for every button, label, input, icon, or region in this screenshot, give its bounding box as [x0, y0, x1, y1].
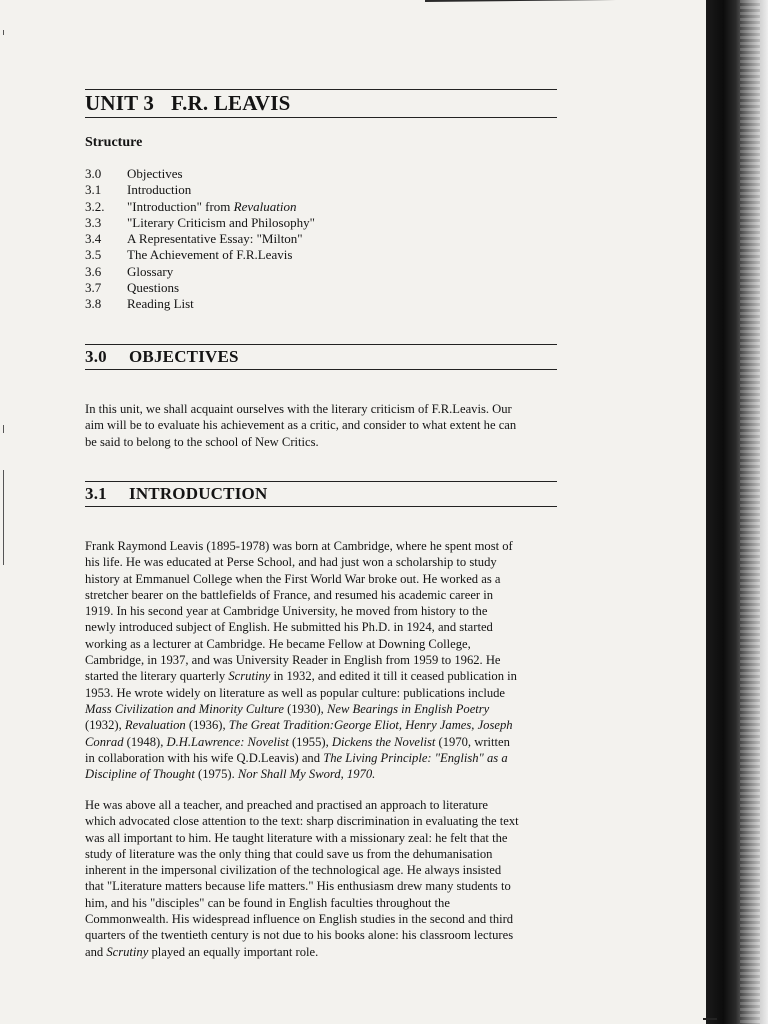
italic-title-text: New Bearings in English Poetry — [326, 701, 490, 716]
objectives-title: OBJECTIVES — [129, 347, 239, 366]
text-line — [85, 895, 557, 911]
structure-item — [85, 280, 315, 296]
structure-heading: Structure — [85, 135, 143, 150]
text-line — [85, 538, 557, 554]
italic-title-text: Discipline of Thought — [85, 767, 195, 782]
text-run: Introduction — [127, 182, 192, 198]
text-run: in 1932, and edited it till it ceased publication in — [270, 669, 517, 684]
text-line — [85, 668, 557, 684]
structure-item-number: 3.2. — [85, 198, 105, 214]
introduction-paragraph-1 — [85, 538, 557, 782]
italic-title-text: Dickens the Novelist — [331, 734, 436, 749]
structure-list — [85, 166, 315, 313]
italic-title-text: Nor Shall My Sword, 1970. — [237, 767, 376, 782]
text-line — [85, 944, 557, 960]
structure-item-title — [127, 182, 191, 198]
text-line — [85, 813, 557, 829]
text-run: aim will be to evaluate his achievement as a critic, and consider to what extent he can — [85, 418, 517, 433]
text-run: 1919. In his second year at Cambridge University, he moved from history to the — [85, 604, 488, 619]
unit-heading — [85, 91, 291, 116]
text-run: Glossary — [127, 263, 174, 279]
text-run: be said to belong to the school of New Critics. — [85, 434, 319, 449]
text-line — [85, 571, 557, 587]
text-line — [85, 750, 557, 766]
objectives-bottom-rule — [85, 369, 557, 370]
introduction-bottom-rule — [85, 506, 557, 507]
structure-item-title — [127, 296, 194, 312]
page-top-edge — [425, 0, 725, 16]
unit-number: UNIT 3 — [85, 91, 155, 115]
italic-title-text: The Living Principle: "English" as a — [323, 750, 508, 765]
structure-item-number: 3.6 — [85, 263, 102, 279]
structure-item-title — [127, 280, 179, 296]
introduction-top-rule — [85, 481, 557, 482]
structure-item-number: 3.5 — [85, 247, 102, 263]
italic-title-text: Conrad — [85, 734, 124, 749]
text-run: in collaboration with his wife Q.D.Leavis) and — [85, 750, 324, 765]
text-run: (1970, written — [435, 734, 510, 749]
structure-item-number: 3.4 — [85, 231, 102, 247]
text-run: (1936), — [185, 718, 229, 733]
text-run: Commonwealth. His widespread influence on English studies in the second and third — [85, 912, 514, 927]
text-run: newly introduced subject of English. He submitted his Ph.D. in 1924, and started — [85, 620, 493, 635]
text-line — [85, 636, 557, 652]
text-line — [85, 717, 557, 733]
text-line — [85, 603, 557, 619]
objectives-paragraph — [85, 401, 557, 450]
italic-title-text: Scrutiny — [228, 669, 271, 684]
margin-mark — [3, 30, 4, 35]
text-run: (1975). — [194, 767, 238, 782]
text-line — [85, 685, 557, 701]
structure-item-number: 3.1 — [85, 182, 102, 198]
text-run: quarters of the twentieth century is not due to his books alone: his classroom lectures — [85, 928, 514, 943]
structure-item-number: 3.8 — [85, 296, 102, 312]
introduction-paragraph-2 — [85, 797, 557, 960]
structure-item-title — [127, 166, 183, 182]
text-line — [85, 862, 557, 878]
introduction-title: INTRODUCTION — [129, 484, 268, 503]
text-run: which advocated close attention to the text: sharp discrimination in evaluating the text — [85, 814, 519, 829]
structure-item — [85, 166, 315, 182]
structure-item — [85, 296, 315, 312]
italic-title-text: Mass Civilization and Minority Culture — [85, 701, 284, 716]
italic-title-text: The Great Tradition:George Eliot, Henry James, Joseph — [228, 718, 513, 733]
objectives-heading — [85, 347, 239, 367]
italic-title-text: Scrutiny — [106, 944, 149, 959]
structure-item — [85, 231, 315, 247]
text-run: He was above all a teacher, and preached and practised an approach to literature — [85, 798, 488, 812]
text-run: Objectives — [127, 166, 183, 181]
italic-title-text: D.H.Lawrence: Novelist — [166, 734, 289, 749]
text-line — [85, 878, 557, 894]
structure-item-title — [127, 231, 303, 247]
text-line — [85, 652, 557, 668]
text-run: stretcher bearer on the battlefields of France, and resumed his academic career in — [85, 587, 494, 602]
structure-item-title — [127, 215, 315, 231]
text-run: working as a lecturer at Cambridge. He became Fellow at Downing College, — [85, 636, 471, 651]
text-run: (1930), — [283, 701, 327, 716]
text-run: Cambridge, in 1937, and was University Reader in English from 1959 to 1962. He — [85, 653, 501, 668]
text-run: started the literary quarterly — [85, 669, 229, 684]
text-line — [85, 734, 557, 750]
book-binding-shadow — [706, 0, 768, 1024]
text-line — [85, 830, 557, 846]
text-line — [85, 797, 557, 813]
structure-item-number: 3.7 — [85, 280, 102, 296]
structure-item — [85, 215, 315, 231]
objectives-top-rule — [85, 344, 557, 345]
structure-item — [85, 199, 315, 215]
structure-item-title — [127, 199, 296, 215]
text-run: (1932), — [85, 718, 125, 733]
unit-title: F.R. LEAVIS — [171, 91, 291, 115]
text-line — [85, 619, 557, 635]
text-run: study of literature was the only thing that could save us from the dehumanisation — [85, 846, 493, 861]
text-line — [85, 554, 557, 570]
text-run: played an equally important role. — [148, 944, 319, 959]
text-run: was all important to him. He taught literature with a missionary zeal: he felt that the — [85, 830, 508, 845]
italic-title-text: Revaluation — [124, 718, 186, 733]
text-run: him, and his "disciples" can be found in English faculties throughout the — [85, 895, 450, 910]
page-bottom-mark — [703, 1018, 717, 1020]
text-run: "Introduction" from — [127, 198, 234, 214]
text-line — [85, 701, 557, 717]
text-run: that "Literature matters because life matters." His enthusiasm drew many students to — [85, 879, 511, 894]
margin-mark — [3, 425, 4, 433]
text-run: history at Emmanuel College when the First World War broke out. He worked as a — [85, 571, 501, 586]
text-line — [85, 401, 557, 417]
text-line — [85, 417, 557, 433]
margin-mark — [3, 470, 4, 565]
introduction-number: 3.1 — [85, 484, 107, 503]
text-run: Frank Raymond Leavis (1895-1978) was born at Cambridge, where he spent most of — [85, 539, 513, 553]
text-line — [85, 766, 557, 782]
text-run: (1955), — [288, 734, 332, 749]
objectives-number: 3.0 — [85, 347, 107, 366]
text-line — [85, 911, 557, 927]
text-run: and — [85, 944, 107, 959]
structure-item — [85, 264, 315, 280]
text-run: his life. He was educated at Perse School, and had just won a scholarship to study — [85, 555, 497, 570]
structure-item-title — [127, 247, 292, 263]
text-run: Reading List — [127, 296, 194, 312]
unit-top-rule — [85, 89, 557, 90]
text-run: A Representative Essay: "Milton" — [127, 231, 303, 247]
text-line — [85, 434, 557, 450]
text-run: Questions — [127, 280, 179, 296]
text-run: 1953. He wrote widely on literature as well as popular culture: publications include — [85, 685, 506, 700]
unit-bottom-rule — [85, 117, 557, 118]
structure-item — [85, 182, 315, 198]
italic-title-text: Revaluation — [233, 198, 297, 214]
structure-item-title — [127, 264, 173, 280]
text-run: In this unit, we shall acquaint ourselves with the literary criticism of F.R.Leavis. Our — [85, 402, 512, 416]
text-line — [85, 846, 557, 862]
text-line — [85, 587, 557, 603]
structure-item-number: 3.3 — [85, 214, 102, 230]
text-run: The Achievement of F.R.Leavis — [127, 247, 293, 263]
text-run: (1948), — [123, 734, 167, 749]
text-run: inherent in the impersonal civilization of the technological age. He always insisted — [85, 863, 502, 878]
structure-item-number: 3.0 — [85, 166, 102, 181]
text-run: "Literary Criticism and Philosophy" — [127, 214, 315, 230]
introduction-heading — [85, 484, 267, 504]
structure-item — [85, 247, 315, 263]
text-line — [85, 927, 557, 943]
